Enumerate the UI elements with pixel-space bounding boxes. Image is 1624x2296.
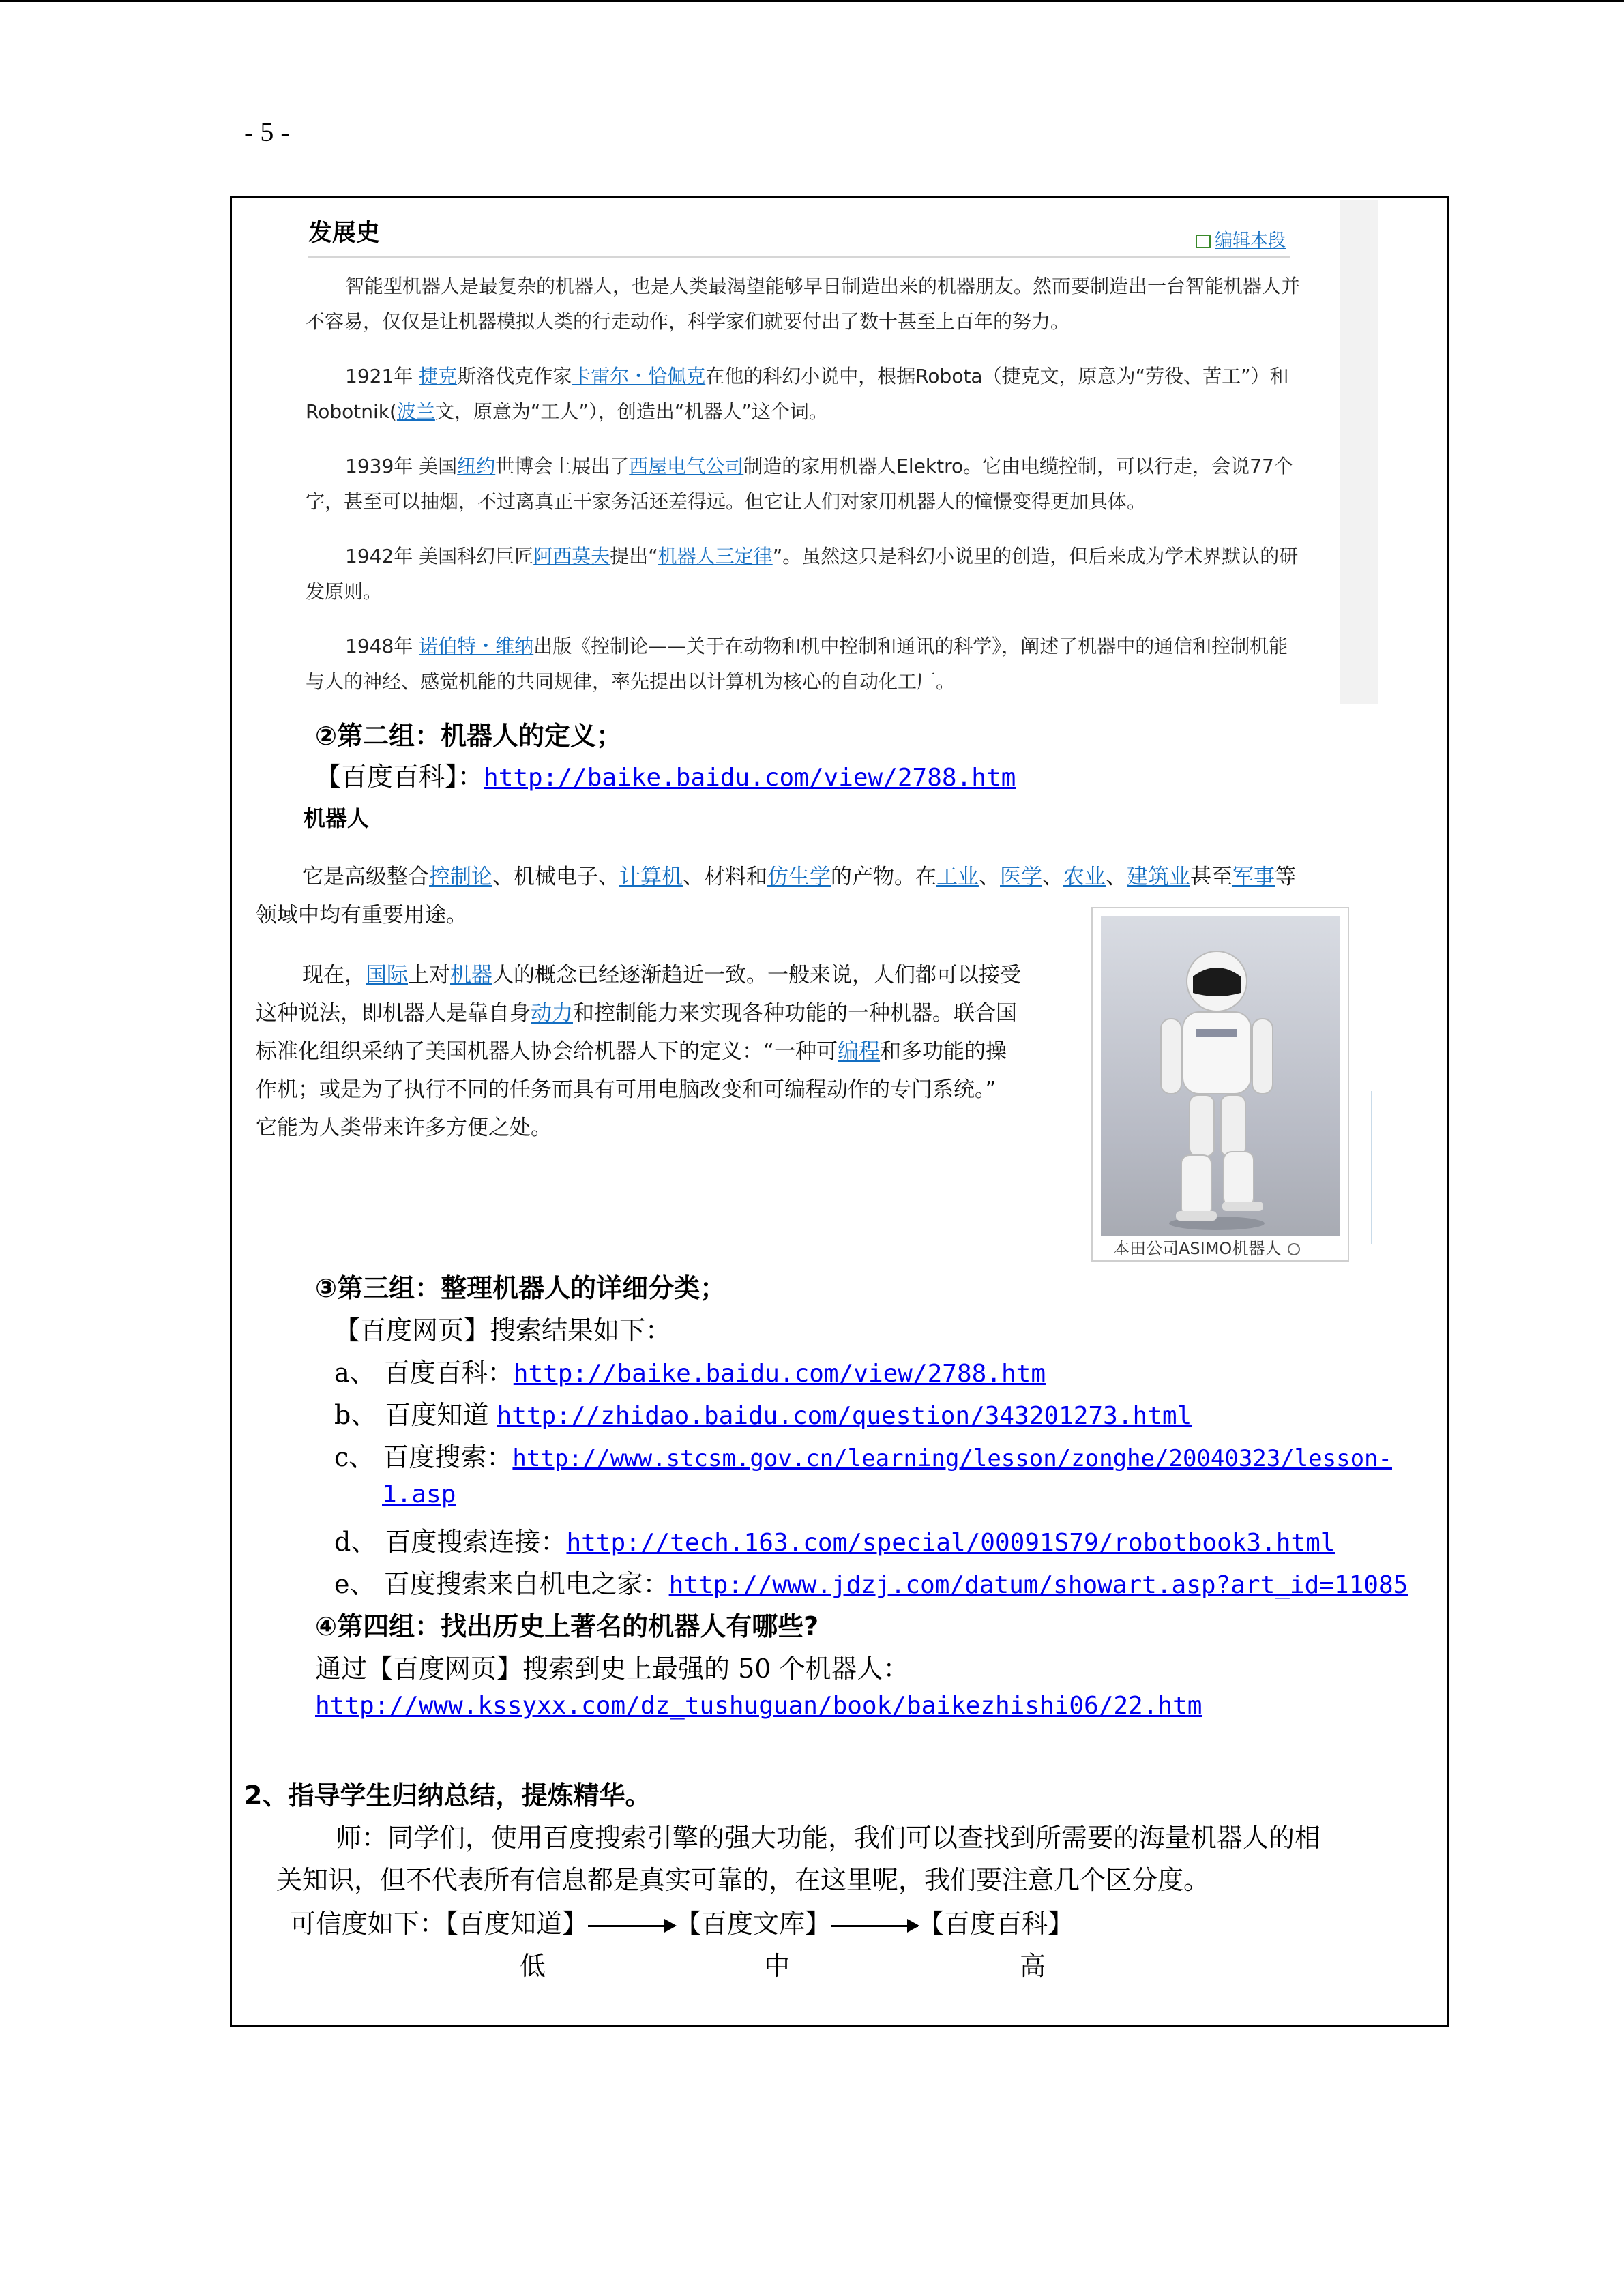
top-rule [0,0,1624,2]
list-item-e: e、 百度搜索来自机电之家：http://www.jdzj.com/datum/showart.asp?art_id=11085 [334,1569,1408,1599]
group4-link-line [315,1690,1202,1720]
group3-heading: ③第三组：整理机器人的详细分类； [315,1273,726,1303]
list-item-b: b、 百度知道 http://zhidao.baidu.com/question/343201273.html [334,1400,1192,1430]
asimo-robot-icon [1101,916,1340,1236]
summary-heading: 2、指导学生归纳总结，提炼精华。 [244,1780,651,1810]
url-item-d[interactable]: http://tech.163.com/special/00091S79/robotbook3.html [566,1529,1335,1557]
definition-title: 机器人 [304,805,370,831]
group4-heading: ④第四组：找出历史上著名的机器人有哪些? [315,1611,819,1641]
history-paragraph-1: 智能型机器人是最复杂的机器人，也是人类最渴望能够早日制造出来的机器朋友。然而要制造出一台智能机器人并不容易，仅仅是让机器模拟人类的行走动作，科学家们就要付出了数十甚至上百年的努力。 [306,275,1301,333]
url-item-a[interactable]: http://baike.baidu.com/view/2788.htm [513,1360,1046,1388]
group3-intro: 【百度网页】搜索结果如下： [334,1315,672,1345]
url-item-c[interactable]: http://www.stcsm.gov.cn/learning/lesson/zonghe/20040323/lesson- [512,1445,1392,1472]
edit-icon [1196,235,1211,248]
link-international[interactable]: 国际 [366,963,408,987]
history-paragraph-1942: 1942年 美国科幻巨匠阿西莫夫提出“机器人三定律”。虽然这只是科幻小说里的创造，但后来成为学术界默认的研发原则。 [306,545,1299,603]
link-poland[interactable]: 波兰 [396,400,435,423]
link-three-laws[interactable]: 机器人三定律 [658,545,773,567]
link-medicine[interactable]: 医学 [1000,865,1042,889]
url-item-e[interactable]: http://www.jdzj.com/datum/showart.asp?art_id=11085 [668,1571,1408,1599]
group4-url[interactable]: http://www.kssyxx.com/dz_tushuguan/book/baikezhishi06/22.htm [315,1692,1202,1720]
arrow-right-icon [588,1925,675,1927]
history-paragraph-1921: 1921年 捷克斯洛伐克作家卡雷尔・恰佩克在他的科幻小说中，根据Robota（捷克文，原意为“劳役、苦工”）和Robotnik(波兰文，原意为“工人”），创造出“机器人”这个词。 [306,365,1289,423]
credibility-row [290,1903,1074,1940]
group4-text: 通过【百度网页】搜索到史上最强的 50 个机器人： [315,1654,909,1684]
source-wenku: 【百度文库】 [675,1909,831,1939]
link-wiener[interactable]: 诺伯特・维纳 [419,635,534,657]
group2-url[interactable]: http://baike.baidu.com/view/2788.htm [484,764,1016,792]
group2-heading: ②第二组：机器人的定义； [315,721,623,751]
link-military[interactable]: 军事 [1232,865,1275,889]
history-paragraph-1939: 1939年 美国纽约世博会上展出了西屋电气公司制造的家用机器人Elektro。它由电缆控制，可以行走，会说77个字，甚至可以抽烟，不过离真正干家务活还差得远。但它让人们对家用机器人的憧憬变得更加具体。 [306,455,1293,513]
magnify-icon[interactable] [1288,1243,1300,1255]
link-cybernetics[interactable]: 控制论 [429,865,492,889]
link-programming[interactable]: 编程 [838,1039,881,1064]
definition-paragraph-1: 它是高级整合控制论、机械电子、计算机、材料和仿生学的产物。在工业、医学、农业、建筑业甚至军事等 领域中均有重要用途。 [256,865,1296,927]
link-construction[interactable]: 建筑业 [1127,865,1190,889]
link-agriculture[interactable]: 农业 [1063,865,1106,889]
level-mid: 中 [764,1951,791,1981]
asimo-photo[interactable] [1091,907,1349,1262]
edit-label: 编辑本段 [1215,230,1286,251]
link-czech[interactable]: 捷克 [419,365,458,387]
level-low: 低 [520,1951,546,1981]
sidebar-edge [1371,1091,1379,1244]
link-capek[interactable]: 卡雷尔・恰佩克 [572,365,706,387]
history-divider [308,256,1290,258]
url-item-c-part2[interactable]: 1.asp [382,1480,456,1508]
link-machine[interactable]: 机器 [450,963,492,987]
source-zhidao: 【百度知道】 [445,1909,589,1939]
url-item-b[interactable]: http://zhidao.baidu.com/question/343201273.html [497,1402,1192,1430]
asimo-image [1101,916,1340,1236]
photo-caption: 本田公司ASIMO机器人 [1113,1235,1300,1259]
link-power[interactable]: 动力 [531,1001,573,1026]
history-title: 发展史 [308,220,381,247]
page-number: - 5 - [244,117,290,147]
summary-line-1: 师：同学们，使用百度搜索引擎的强大功能，我们可以查找到所需要的海量机器人的相 [336,1823,1321,1853]
group2-source: 【百度百科】：http://baike.baidu.com/view/2788.htm [315,762,1016,792]
arrow-right-icon [831,1925,918,1927]
history-paragraph-1948: 1948年 诺伯特・维纳出版《控制论——关于在动物和机中控制和通讯的科学》，阐述了机器中的通信和控制机能与人的神经、感觉机能的共同规律，率先提出以计算机为核心的自动化工厂。 [306,635,1288,693]
link-westinghouse[interactable]: 西屋电气公司 [629,455,744,477]
link-bionics[interactable]: 仿生学 [767,865,831,889]
history-screenshot [280,200,1378,704]
screenshot-scrollbar-area [1340,200,1378,704]
list-item-d: d、 百度搜索连接：http://tech.163.com/special/00091S79/robotbook3.html [334,1527,1335,1557]
list-item-c-continued [382,1478,456,1508]
link-computer[interactable]: 计算机 [619,865,683,889]
summary-line-2: 关知识，但不代表所有信息都是真实可靠的，在这里呢，我们要注意几个区分度。 [276,1865,1210,1895]
level-high: 高 [1020,1951,1046,1981]
list-item-a: a、 百度百科：http://baike.baidu.com/view/2788.htm [334,1358,1046,1388]
link-industry[interactable]: 工业 [936,865,979,889]
link-newyork[interactable]: 纽约 [457,455,496,477]
definition-paragraph-2: 现在，国际上对机器人的概念已经逐渐趋近一致。一般来说，人们都可以接受 这种说法，即机器人是靠自身动力和控制能力来实现各种功能的一种机器。联合国 标准化组织采纳了美国机器人协会给机器人下的定义：“一种可编程和多功能的操 作机；或是为了执行不同的任务而具有可用电脑改变和可编程动作的专门系统。” 它能为人类带来许多方便之处。 [256,963,1021,1140]
credibility-label: 可信度如下： [290,1909,446,1939]
source-baike: 【百度百科】 [918,1909,1074,1939]
link-asimov[interactable]: 阿西莫夫 [533,545,610,567]
edit-section-link[interactable] [1196,226,1286,252]
list-item-c: c、 百度搜索：http://www.stcsm.gov.cn/learning/lesson/zonghe/20040323/lesson- [334,1442,1392,1472]
